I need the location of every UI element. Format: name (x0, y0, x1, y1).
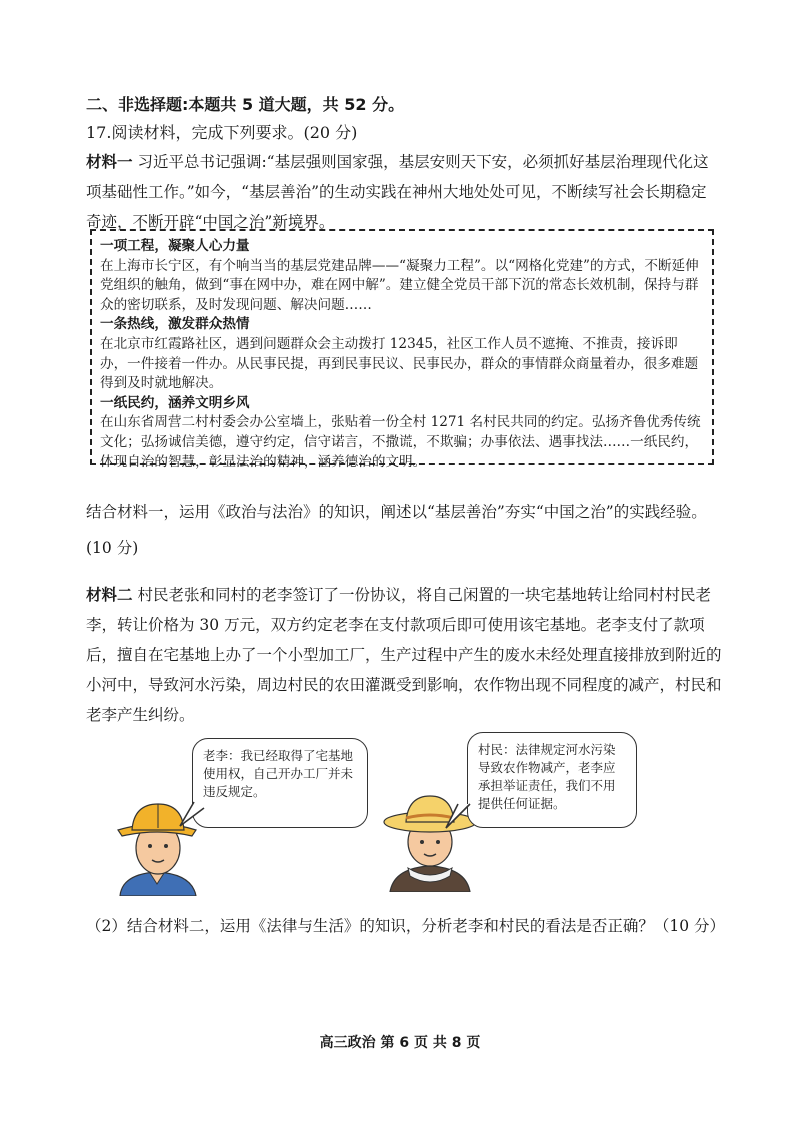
page-footer: 高三政治 第 6 页 共 8 页 (319, 1035, 481, 1051)
case-heading-2: 一条热线，激发群众热情 (100, 316, 250, 333)
material-1-case-box (90, 229, 714, 470)
sub-question-1: 结合材料一，运用《政治与法治》的知识，阐述以“基层善治”夯实“中国之治”的实践经验。(10 分) (86, 503, 707, 557)
case-heading-1: 一项工程，凝聚人心力量 (100, 238, 250, 254)
material-1 (86, 147, 722, 237)
case-heading-3: 一纸民约，涵养文明乡风 (100, 394, 250, 411)
material-1-text: 习近平总书记强调:“基层强则国家强，基层安则天下安，必须抓好基层治理现代化这项基础性工作。”如今，“基层善治”的生动实践在神州大地处处可见，不断续写社会长期稳定奇迹，不断开辟“中国之治”新境界。 (86, 153, 709, 231)
lao-li-speech-bubble: 老李：我已经取得了宅基地使用权，自己开办工厂并未违反规定。 (192, 738, 368, 828)
material-1-label: 材料一 (86, 153, 133, 171)
question-17-stem: 17.阅读材料，完成下列要求。(20 分) (86, 123, 358, 142)
material-2 (86, 580, 722, 730)
case-text-3: 在山东省周营二村村委会办公室墙上，张贴着一份全村 1271 名村民共同的约定。弘扬齐鲁优秀传统文化；弘扬诚信美德，遵守约定，信守诺言，不撒谎，不欺骗；办事依法、遇事找法……一纸民约，体现自治的智慧，彰显法治的精神，涵养德治的文明。 (100, 414, 701, 470)
section-title: 二、非选择题:本题共 5 道大题，共 52 分。 (86, 95, 405, 114)
villager-bubble-tail (440, 802, 474, 832)
lao-li-bubble-tail (178, 800, 208, 830)
material-2-text: 村民老张和同村的老李签订了一份协议，将自己闲置的一块宅基地转让给同村村民老李，转让价格为 30 万元，双方约定老李在支付款项后即可使用该宅基地。老李支付了款项后，擅自在宅基地上办了一个小型加工厂，生产过程中产生的废水未经处理直接排放到附近的小河中，导致河水污染，周边村民的农田灌溉受到影响，农作物出现不同程度的减产，村民和老李产生纠纷。 (86, 586, 722, 724)
material-2-label: 材料二 (86, 586, 133, 604)
sub-question-2: （2）结合材料二，运用《法律与生活》的知识，分析老李和村民的看法是否正确？（10 分） (86, 917, 726, 935)
villager-speech-bubble: 村民：法律规定河水污染导致农作物减产，老李应承担举证责任，我们不用提供任何证据。 (467, 732, 637, 828)
case-text-2: 在北京市红霞路社区，遇到问题群众会主动拨打 12345，社区工作人员不遮掩、不推责，接诉即办，一件接着一件办。从民事民提，再到民事民议、民事民办，群众的事情群众商量着办，很多难题得到及时就地解决。 (100, 335, 699, 392)
case-text-1: 在上海市长宁区，有个响当当的基层党建品牌——“凝聚力工程”。以“网格化党建”的方式，不断延伸党组织的触角，做到“事在网中办，难在网中解”。建立健全党员干部下沉的常态长效机制，保持与群众的密切联系，及时发现问题、解决问题…… (100, 257, 699, 313)
